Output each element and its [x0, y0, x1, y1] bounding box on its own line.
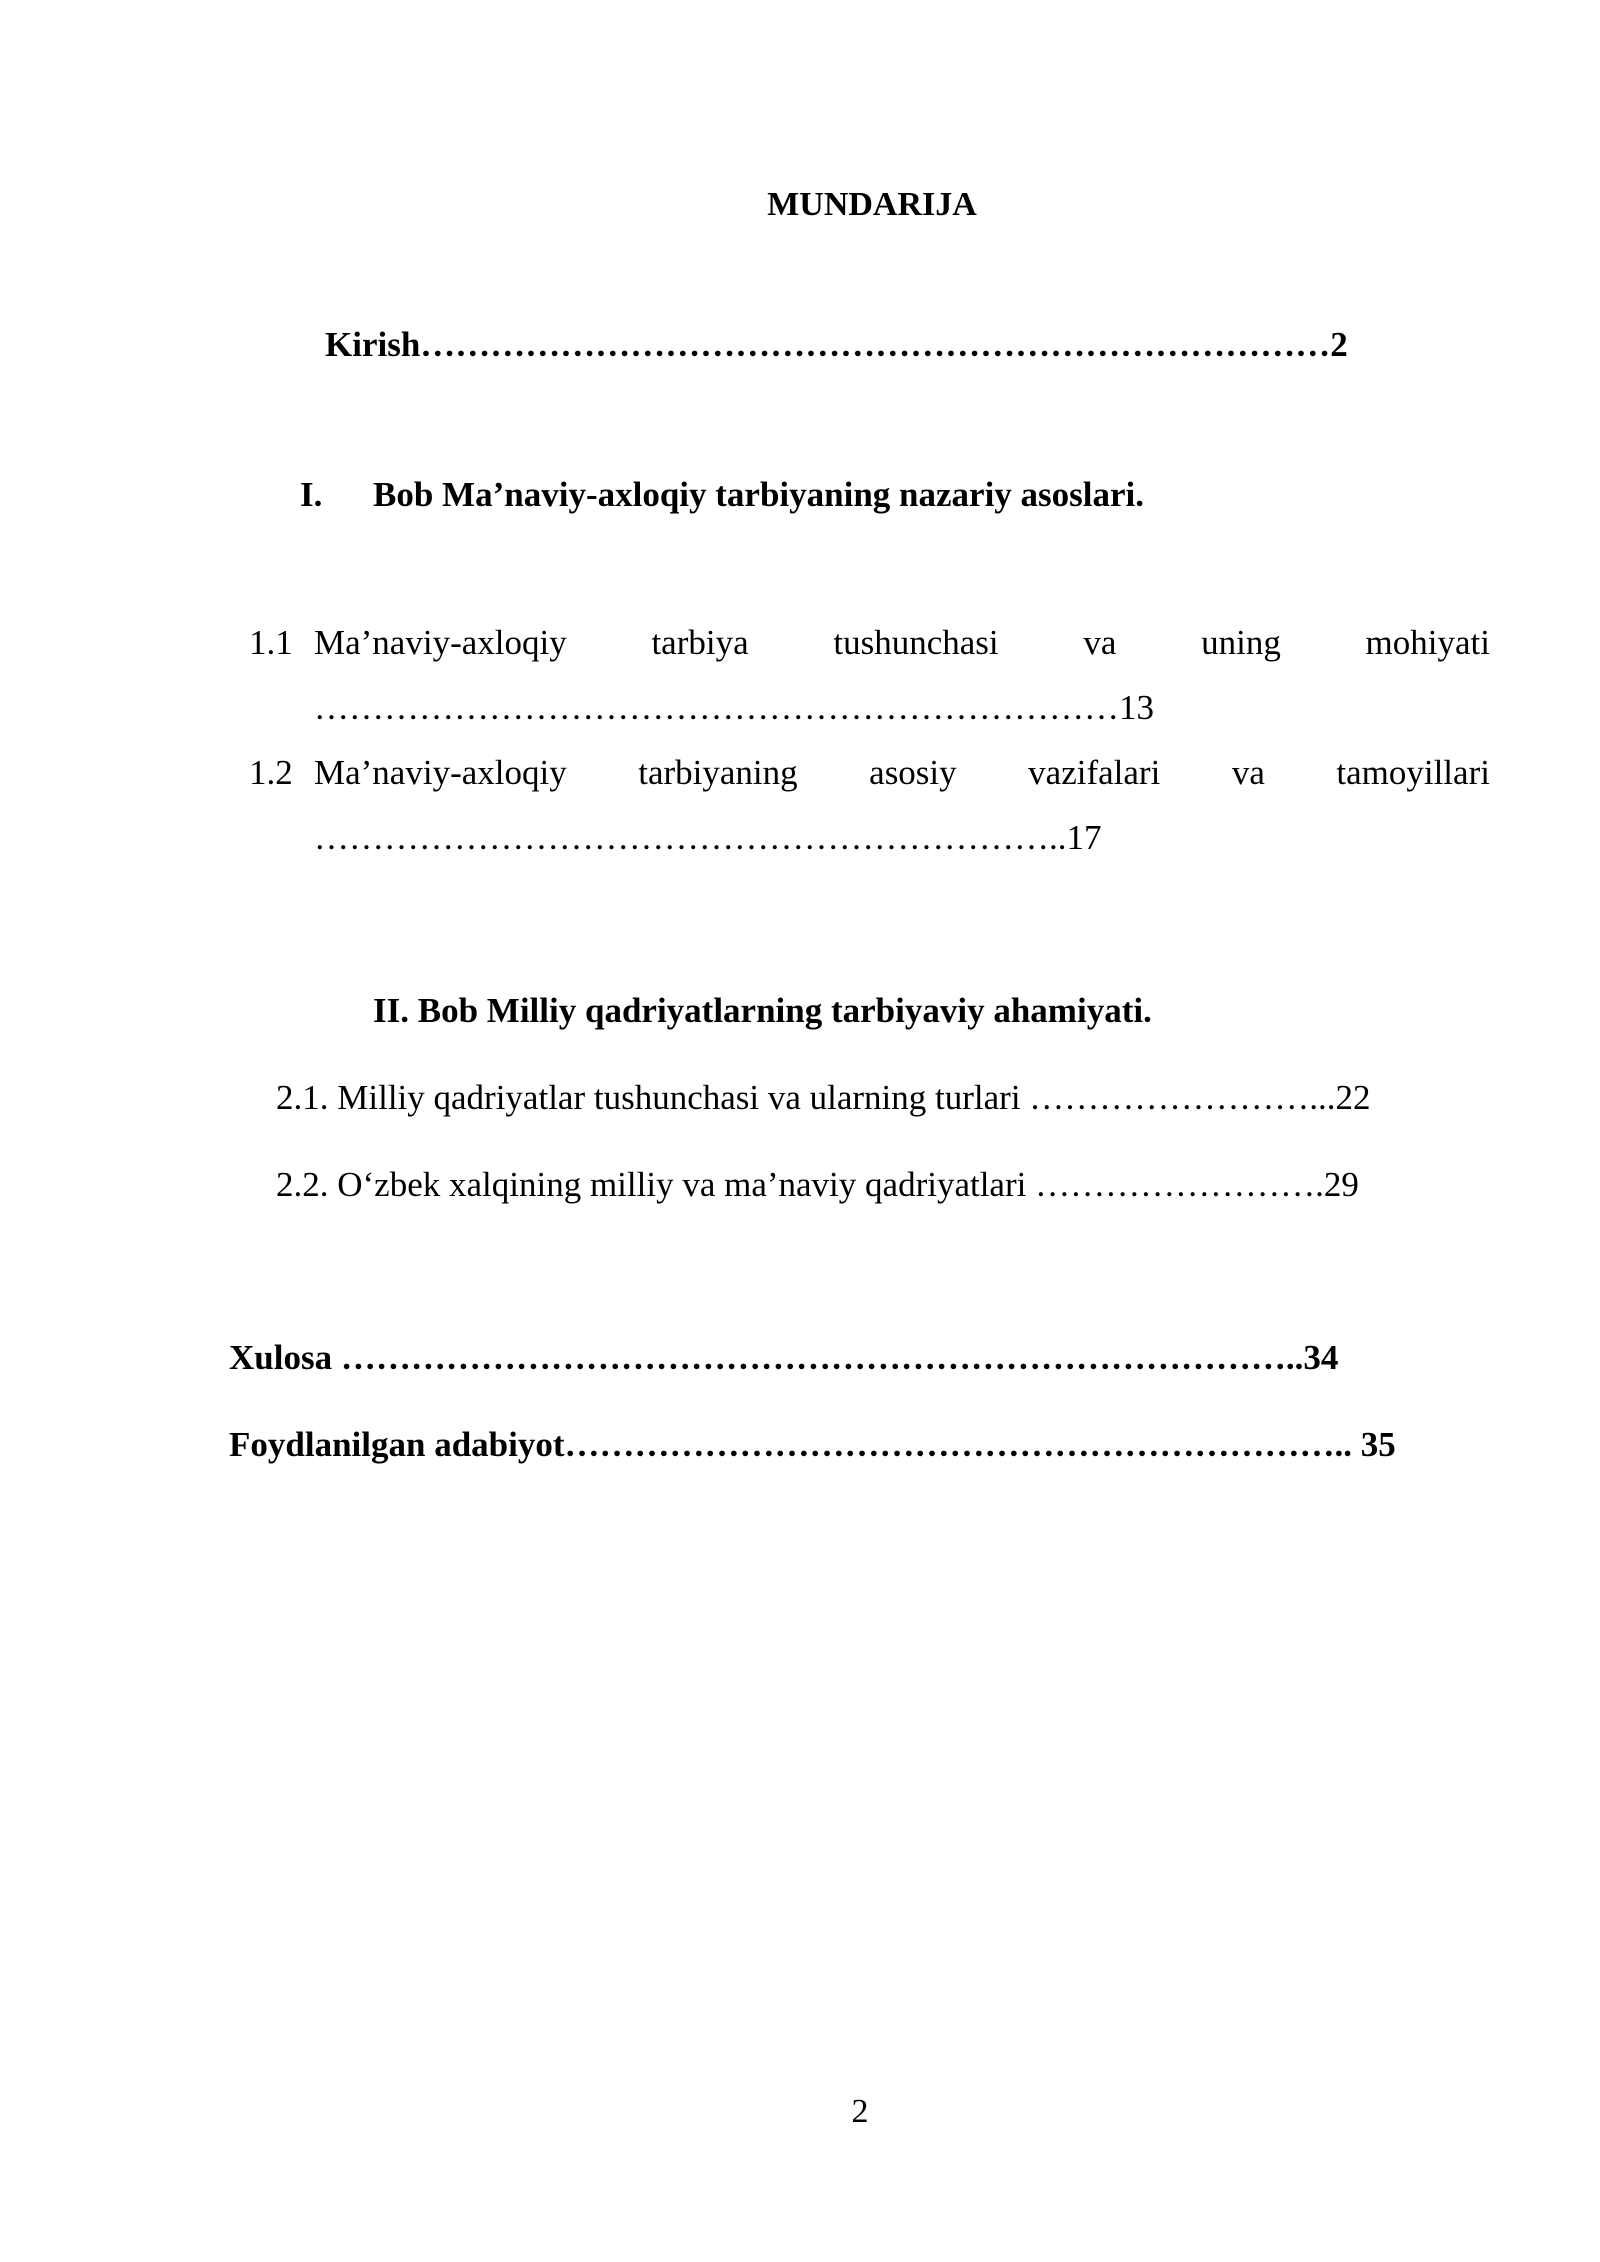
section-2-1-entry: 2.1. Milliy qadriyatlar tushunchasi va ularning turlari ……………………...22 [276, 1078, 1371, 1117]
section-1-1-number: 1.1 [249, 623, 293, 662]
section-1-2-leader: ………………………………………………………..17 [314, 818, 1102, 857]
section-2-2-entry: 2.2. O‘zbek xalqining milliy va ma’naviy qadriyatlari …………………….29 [276, 1165, 1359, 1204]
section-1-1-title [314, 625, 1490, 660]
section-1-2-word: asosiy [869, 753, 957, 792]
toc-entry-kirish: Kirish……………………………………………………………………2 [325, 325, 1348, 364]
toc-entry-xulosa: Xulosa ………………………………………………………………………..34 [229, 1338, 1339, 1377]
section-1-2-word: tamoyillari [1336, 753, 1490, 792]
section-1-2-word: va [1231, 753, 1265, 792]
section-1-1-word: Ma’naviy-axloqiy [314, 623, 567, 662]
page-number: 2 [851, 2093, 869, 2130]
chapter-1-numeral: I. [300, 475, 323, 514]
section-1-1-word: va [1083, 623, 1117, 662]
section-1-1-word: tushunchasi [833, 623, 999, 662]
chapter-1-title: Bob Ma’naviy-axloqiy tarbiyaning nazariy asoslari. [373, 475, 1145, 514]
section-1-2-number: 1.2 [249, 753, 293, 792]
section-1-1-word: mohiyati [1365, 623, 1490, 662]
section-1-1-word: tarbiya [651, 623, 749, 662]
section-1-2-word: vazifalari [1028, 753, 1161, 792]
section-1-1-leader: ……………………………………………………………13 [314, 688, 1154, 727]
section-1-1-word: uning [1201, 623, 1281, 662]
section-1-2-title [314, 755, 1490, 790]
chapter-2-title: II. Bob Milliy qadriyatlarning tarbiyaviy ahamiyati. [373, 991, 1152, 1030]
toc-title: MUNDARIJA [767, 186, 977, 223]
toc-entry-adabiyot: Foydlanilgan adabiyot………………………………………………………….. 35 [229, 1425, 1396, 1464]
section-1-2-word: tarbiyaning [638, 753, 798, 792]
section-1-2-word: Ma’naviy-axloqiy [314, 753, 567, 792]
